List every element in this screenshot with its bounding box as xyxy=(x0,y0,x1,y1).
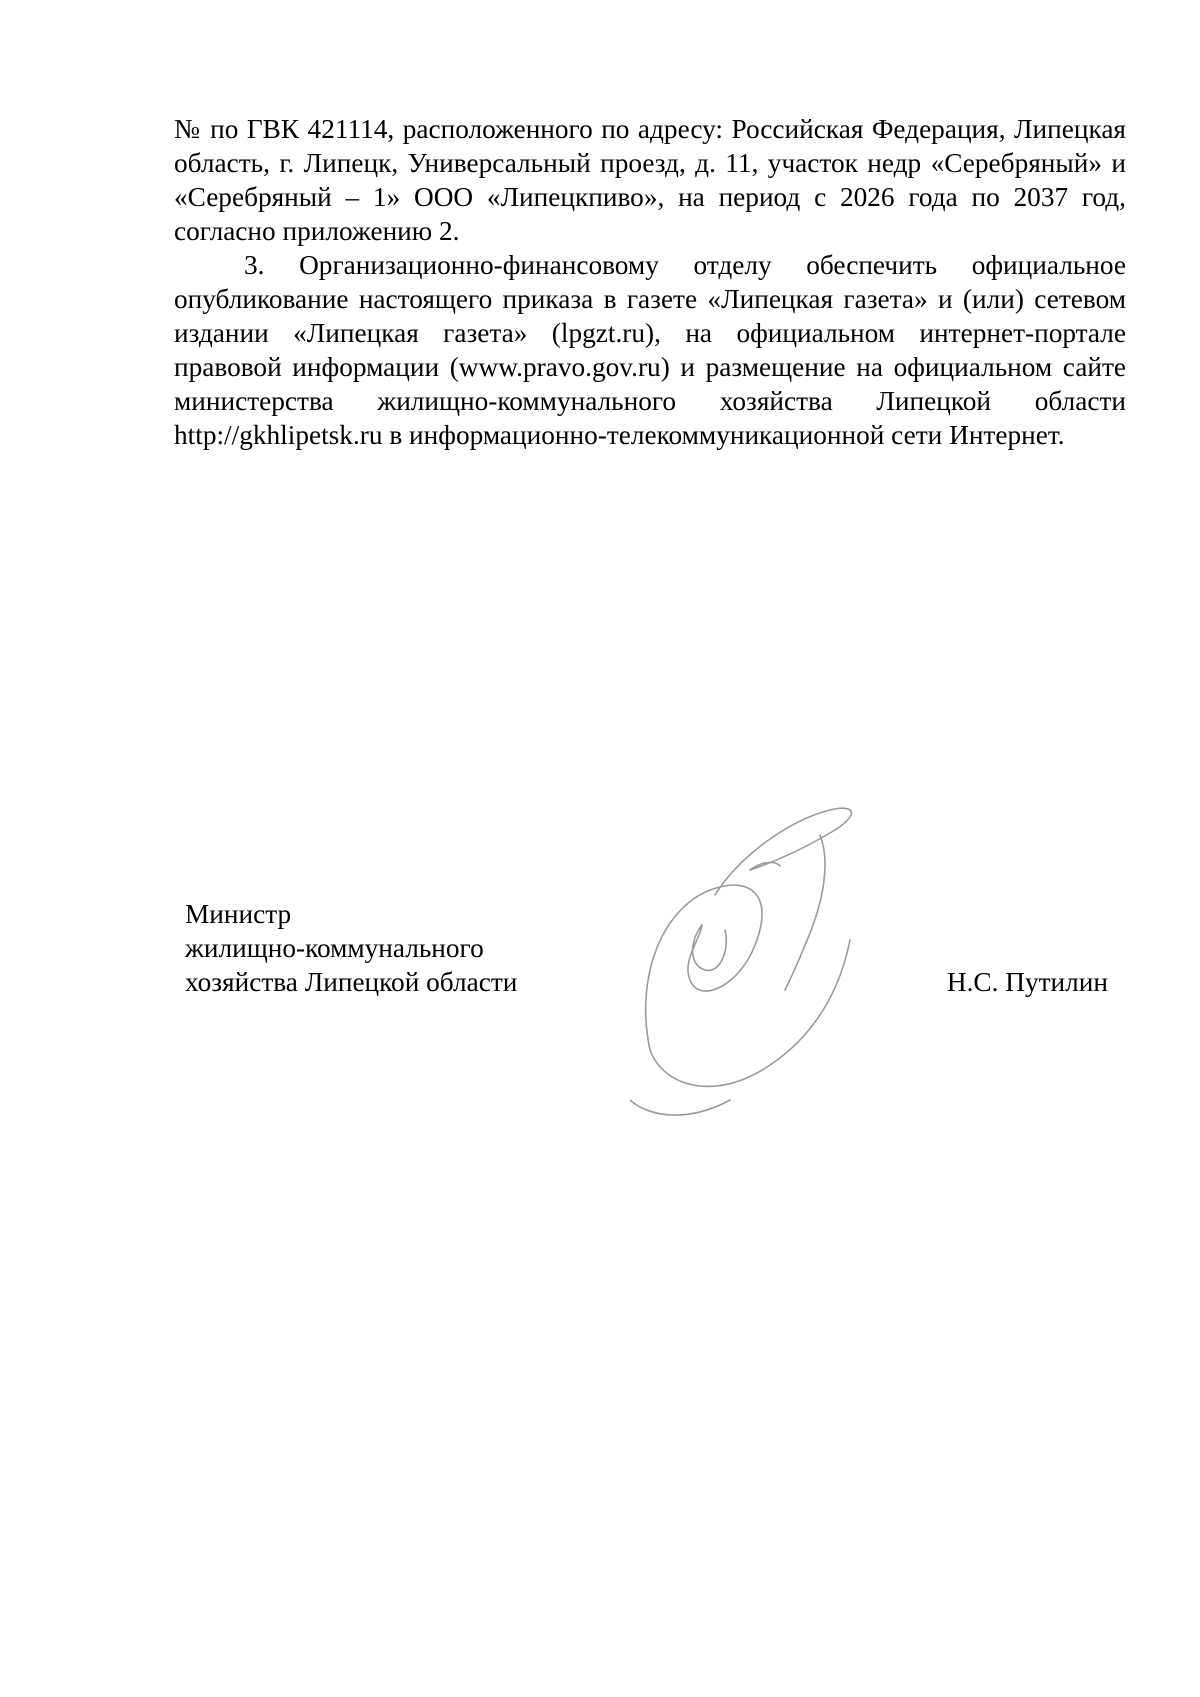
handwritten-signature-icon xyxy=(630,800,920,1130)
signer-name: Н.С. Путилин xyxy=(946,967,1108,997)
paragraph-item-3: 3. Организационно-финансовому отделу обеспечить официальное опубликование настоящего приказа в газете «Липецкая газета» и (или) сетевом издании «Липецкая газета» (lpgzt.ru), на официальном интернет-портале правовой информации (www.pravo.gov.ru) и размещение на официальном сайте министерства жилищно-коммунального хозяйства Липецкой области http://gkhlipetsk.ru в информационно-телекоммуникационной сети Интернет. xyxy=(174,250,1126,450)
signer-title xyxy=(185,897,517,999)
paragraph-continuation: № по ГВК 421114, расположенного по адресу: Российская Федерация, Липецкая область, г. Липецк, Универсальный проезд, д. 11, участок недр «Серебряный» и «Серебряный – 1» ООО «Липецкпиво», на период с 2026 года по 2037 год, согласно приложению 2. xyxy=(174,114,1126,246)
signer-title-line-2: жилищно-коммунального xyxy=(185,933,484,963)
signer-title-line-3: хозяйства Липецкой области xyxy=(185,967,518,997)
signer-title-line-1: Министр xyxy=(185,899,292,929)
